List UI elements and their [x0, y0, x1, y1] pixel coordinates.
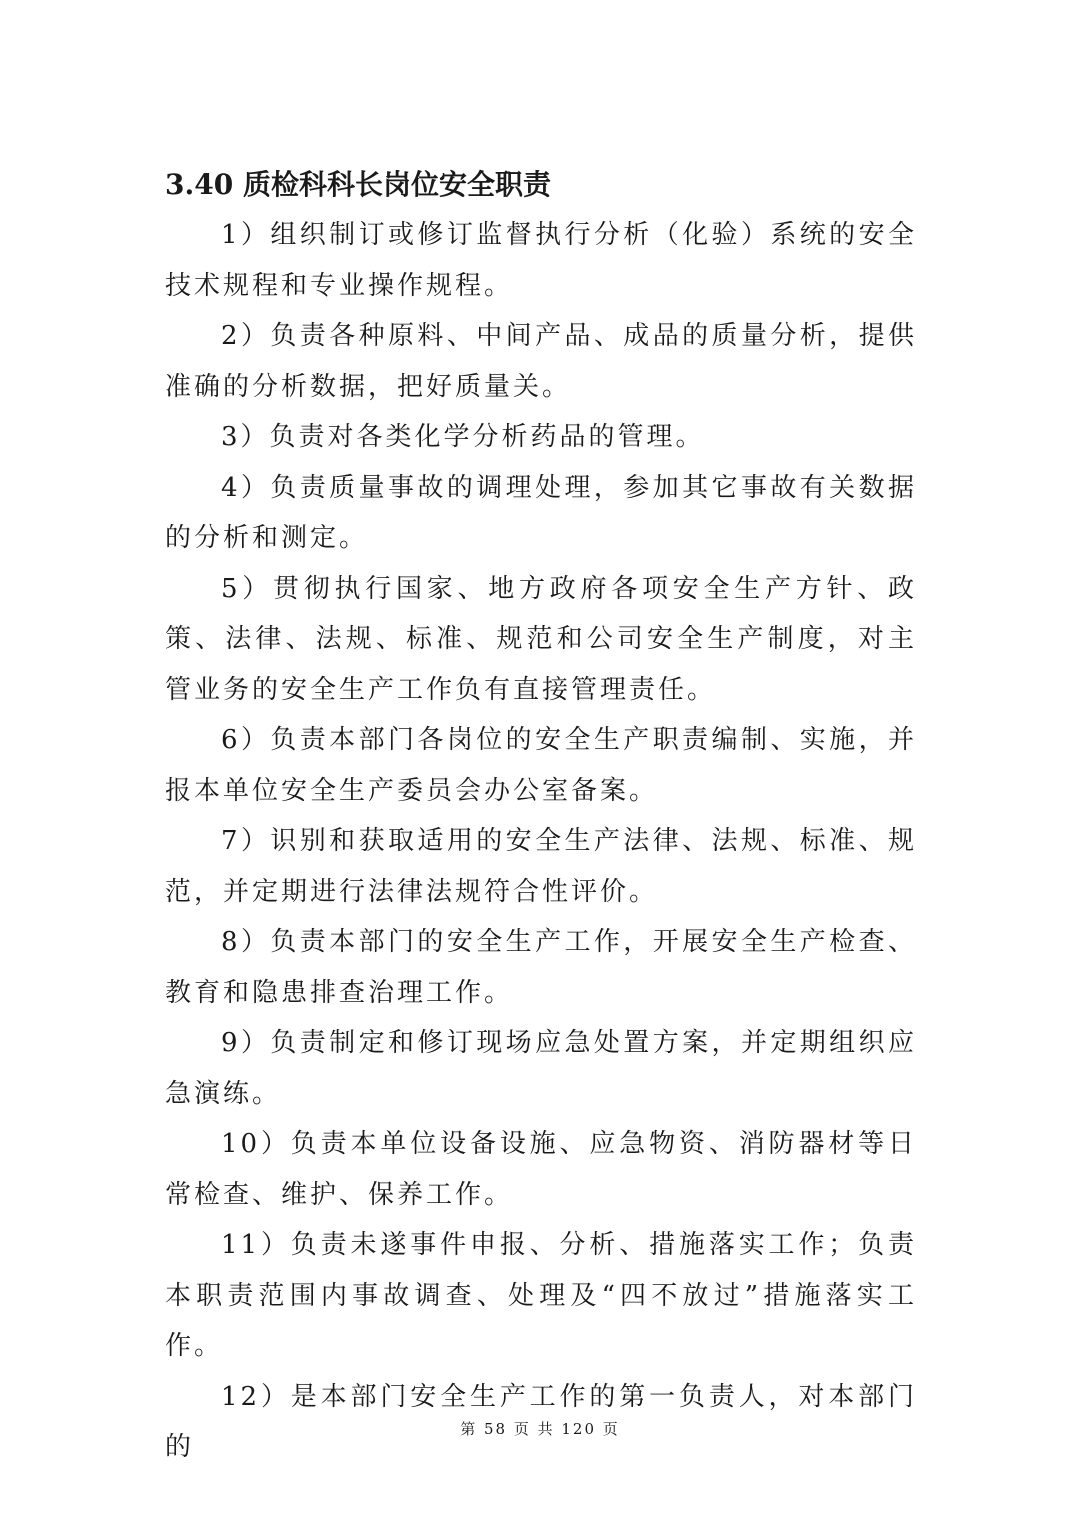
duty-item-8: 8）负责本部门的安全生产工作，开展安全生产检查、教育和隐患排查治理工作。: [165, 927, 917, 1008]
duty-item-12: 12）是本部门安全生产工作的第一负责人，对本部门的: [165, 1381, 917, 1462]
page-content: [165, 160, 917, 1473]
duty-item-1: 1）组织制订或修订监督执行分析（化验）系统的安全技术规程和专业操作规程。: [165, 220, 917, 301]
duty-item-6: 6）负责本部门各岗位的安全生产职责编制、实施，并报本单位安全生产委员会办公室备案。: [165, 725, 917, 806]
duty-item-3: 3）负责对各类化学分析药品的管理。: [221, 422, 705, 452]
duty-item-9: 9）负责制定和修订现场应急处置方案，并定期组织应急演练。: [165, 1028, 917, 1109]
duty-item-10: 10）负责本单位设备设施、应急物资、消防器材等日常检查、维护、保养工作。: [165, 1129, 917, 1210]
section-title: 3.40 质检科科长岗位安全职责: [165, 168, 551, 201]
duty-item-4: 4）负责质量事故的调理处理，参加其它事故有关数据的分析和测定。: [165, 472, 917, 553]
duty-item-11: 11）负责未遂事件申报、分析、措施落实工作；负责本职责范围内事故调查、处理及“四不放过”措施落实工作。: [165, 1230, 917, 1361]
duty-item-2: 2）负责各种原料、中间产品、成品的质量分析，提供准确的分析数据，把好质量关。: [165, 321, 917, 402]
duty-item-5: 5）贯彻执行国家、地方政府各项安全生产方针、政策、法律、法规、标准、规范和公司安全生产制度，对主管业务的安全生产工作负有直接管理责任。: [165, 573, 917, 705]
page-footer: 第 58 页 共 120 页: [460, 1420, 620, 1438]
duty-item-7: 7）识别和获取适用的安全生产法律、法规、标准、规范，并定期进行法律法规符合性评价。: [165, 826, 917, 907]
